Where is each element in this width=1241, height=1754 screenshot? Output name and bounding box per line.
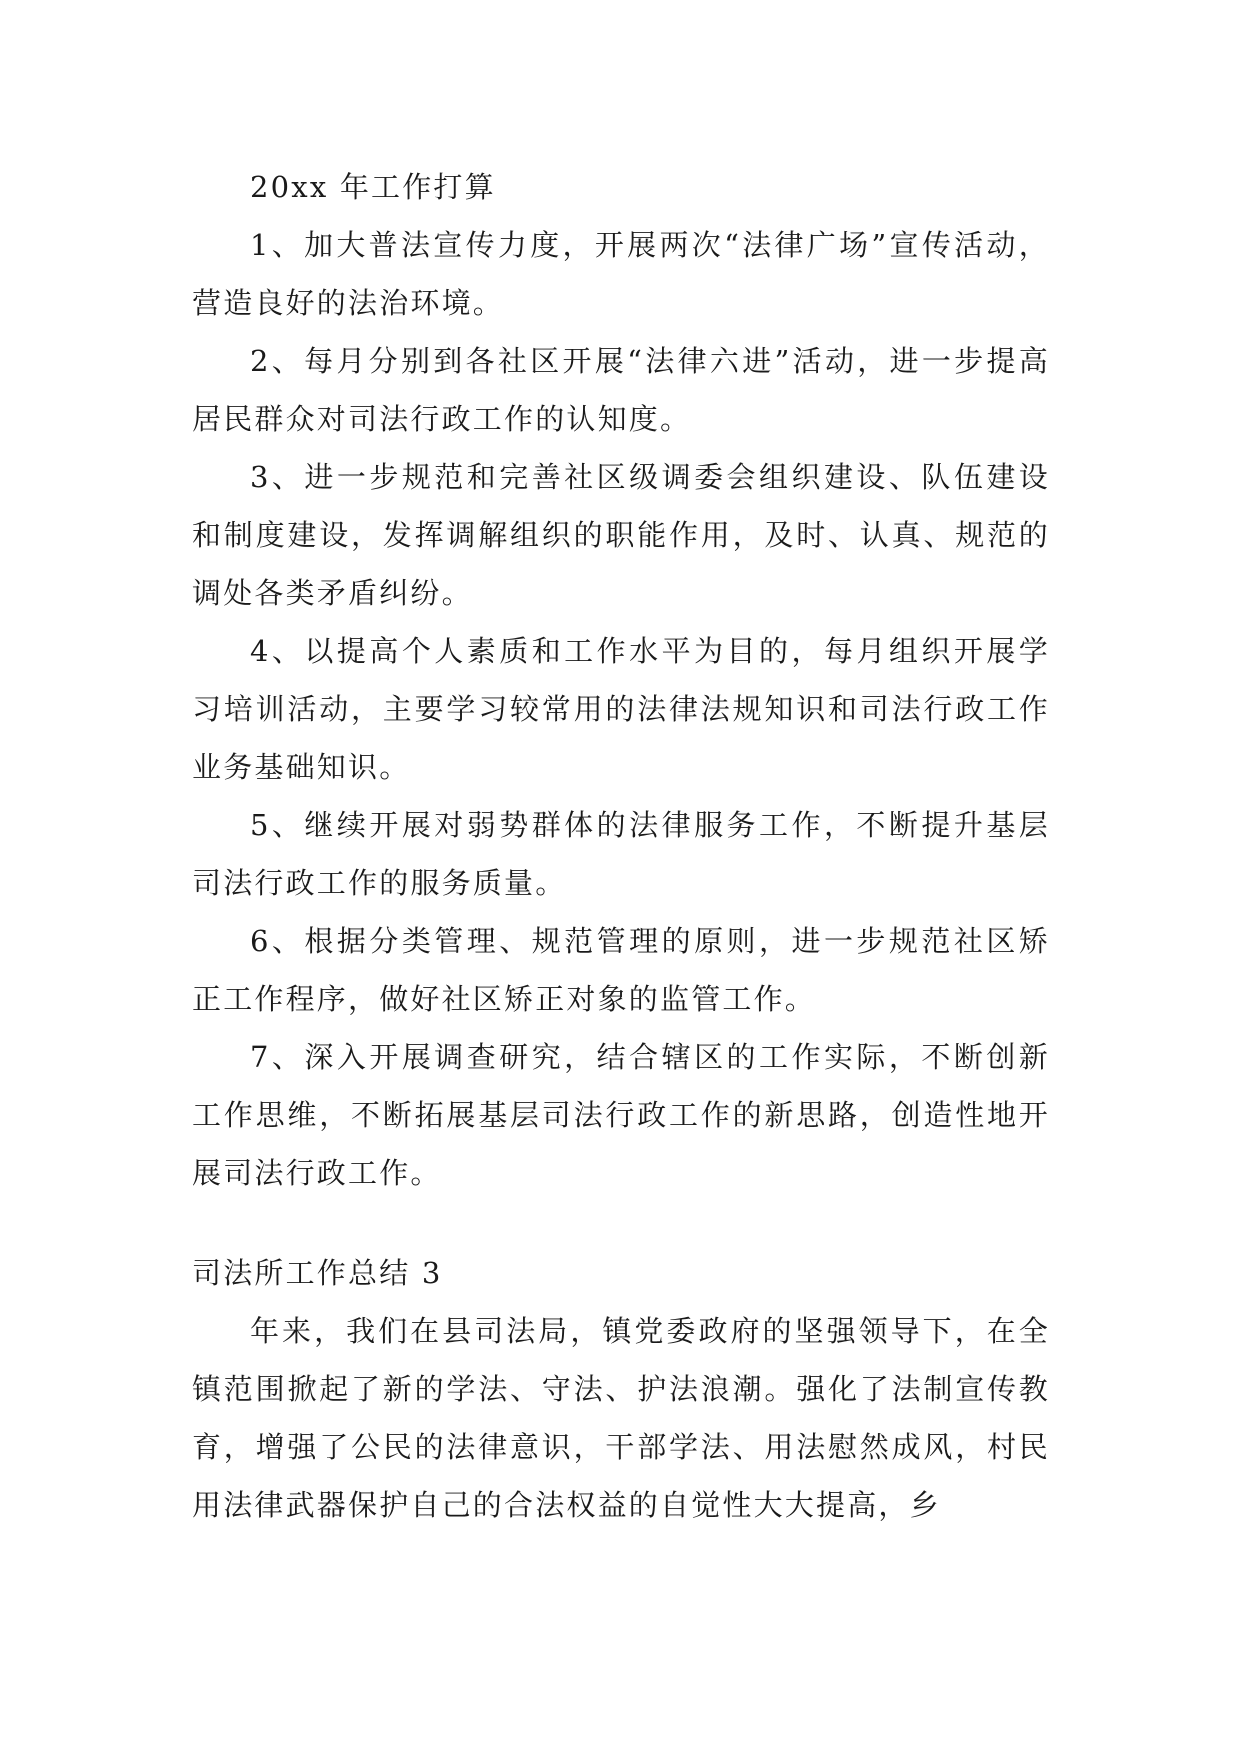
summary-paragraph: 年来，我们在县司法局，镇党委政府的坚强领导下，在全镇范围掀起了新的学法、守法、护法浪潮。强化了法制宣传教育，增强了公民的法律意识，干部学法、用法慰然成风，村民用法律武器保护自己的合法权益的自觉性大大提高，乡: [192, 1314, 1050, 1522]
plan-item-6: 6、根据分类管理、规范管理的原则，进一步规范社区矫正工作程序，做好社区矫正对象的监管工作。: [192, 924, 1050, 1016]
document-body: [192, 158, 1050, 1534]
plan-item-5: 5、继续开展对弱势群体的法律服务工作，不断提升基层司法行政工作的服务质量。: [192, 808, 1050, 900]
plan-item-1: 1、加大普法宣传力度，开展两次“法律广场”宣传活动，营造良好的法治环境。: [192, 228, 1050, 320]
section-title-work-plan: 20xx 年工作打算: [250, 170, 496, 204]
plan-item-3: 3、进一步规范和完善社区级调委会组织建设、队伍建设和制度建设，发挥调解组织的职能作用，及时、认真、规范的调处各类矛盾纠纷。: [192, 460, 1050, 610]
section-spacer: [192, 1202, 1050, 1244]
plan-item-4: 4、以提高个人素质和工作水平为目的，每月组织开展学习培训活动，主要学习较常用的法律法规知识和司法行政工作业务基础知识。: [192, 634, 1050, 784]
section-heading-summary-3: 司法所工作总结 3: [192, 1256, 443, 1290]
plan-item-7: 7、深入开展调查研究，结合辖区的工作实际，不断创新工作思维，不断拓展基层司法行政工作的新思路，创造性地开展司法行政工作。: [192, 1040, 1050, 1190]
plan-item-2: 2、每月分别到各社区开展“法律六进”活动，进一步提高居民群众对司法行政工作的认知度。: [192, 344, 1050, 436]
